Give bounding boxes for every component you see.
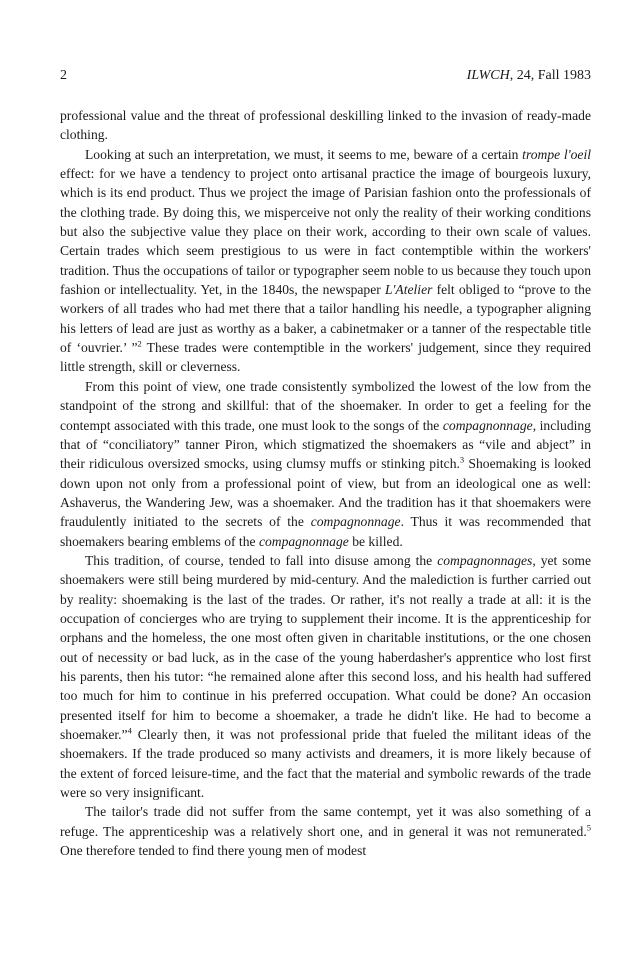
text-run: be killed. xyxy=(348,533,403,549)
text-run: felt obliged to “prove to the workers of all trades who had met there that a tailor handling his needle, a typographer aligning his letters of lead are just as worthy as a baker, a cabinetmaker or a tanner of the respectable title of ‘ouvrier.’ ” xyxy=(60,282,591,356)
footnote-ref: 3 xyxy=(459,454,465,465)
page-number: 2 xyxy=(60,68,67,83)
page-header xyxy=(60,66,591,92)
text-run: From this point of view, one trade consistently symbolized the lowest of the low from the standpoint of the strong and skillful: that of the shoemaker. In order to get a feeling for the contempt associated with this trade, one must look to the songs of the xyxy=(60,378,591,433)
paragraph xyxy=(60,145,591,377)
text-run: One therefore tended to find there young men of modest xyxy=(60,843,367,859)
footnote-ref: 2 xyxy=(137,338,142,349)
text-run: These trades were contemptible in the workers' judgement, since they required little strength, skill or cleverness. xyxy=(60,340,591,375)
text-run: The tailor's trade did not suffer from the same contempt, yet it was also something of a refuge. The apprenticeship was a relatively short one, and in general it was not remunerated. xyxy=(60,804,591,839)
paragraph xyxy=(60,551,591,802)
text-run: Looking at such an interpretation, we must, it seems to me, beware of a certain xyxy=(85,146,523,162)
footnote-ref: 5 xyxy=(586,822,591,833)
italic-term: trompe l'oeil xyxy=(522,146,591,162)
text-run: , yet some shoemakers were still being murdered by mid-century. And the malediction is further carried out by reality: shoemaking is the last of the trades. Or rather, it's not really a trade at all: it is the occupation of concierges who are trying to supplement their income. It is the apprenticeship for orphans and the homeless, the one most often given in charitable institutions, or the one chosen out of necessity or bad luck, as in the case of the young haberdasher's apprentice who lost first his parents, then his tutor: “he remained alone after this second loss, and his health had suffered too much for him to continue in his preferred occupation. What could be done? An occasion presented itself for him to become a shoemaker, a trade he didn't like. He had to become a shoemaker.” xyxy=(60,552,591,742)
text-run: . Thus it was recommended that shoemakers bearing emblems of the xyxy=(60,514,591,549)
journal-title: ILWCH xyxy=(466,68,510,83)
text-run: effect: for we have a tendency to project onto artisanal practice the image of bourgeois luxury, which is its end product. Thus we project the image of Parisian fashion onto the professionals of the clothing trade. By doing this, we misperceive not only the reality of their working conditions but also the subjective value they place on their work, according to their own scale of values. Certain trades which seem prestigious to us were in fact contemptible within the workers' tradition. Thus the occupations of tailor or typographer seem noble to us because they touch upon fashion or intellectuality. Yet, in the 1840s, the newspaper xyxy=(60,166,591,298)
text-run: This tradition, of course, tended to fall into disuse among the xyxy=(85,552,438,568)
text-run: Shoemaking is looked down upon not only from a professional point of view, but from an ideological one as well: Ashaverus, the Wandering Jew, was a shoemaker. And the tradition has it that shoemakers were fraudulently initiated to the secrets of the xyxy=(60,456,591,530)
italic-term: compagnonnage xyxy=(310,514,401,530)
paragraph xyxy=(60,802,591,860)
document-page xyxy=(60,66,591,860)
text-run: professional value and the threat of professional deskilling linked to the invasion of ready-made clothing. xyxy=(60,108,591,143)
paragraph xyxy=(60,377,591,551)
article-body xyxy=(60,106,591,860)
footnote-ref: 4 xyxy=(127,725,132,736)
italic-term: compagnonnage xyxy=(442,417,533,433)
text-run: Clearly then, it was not professional pride that fueled the militant ideas of the shoemakers. If the trade produced so many activists and dreamers, it is more likely because of the extent of forced leisure-time, and the fact that the material and symbolic rewards of the trade were so very insignificant. xyxy=(60,727,591,801)
italic-term: compagnonnage xyxy=(258,533,349,549)
italic-term: compagnonnages xyxy=(437,552,533,568)
italic-term: L'Atelier xyxy=(384,282,433,298)
running-head xyxy=(467,66,591,85)
text-run: , including that of “conciliatory” tanner Piron, which stigmatized the shoemakers as “vile and abject” in their ridiculous oversized smocks, using clumsy muffs or stinking pitch. xyxy=(60,417,591,472)
journal-issue: , 24, Fall 1983 xyxy=(509,68,591,83)
paragraph xyxy=(60,106,591,145)
